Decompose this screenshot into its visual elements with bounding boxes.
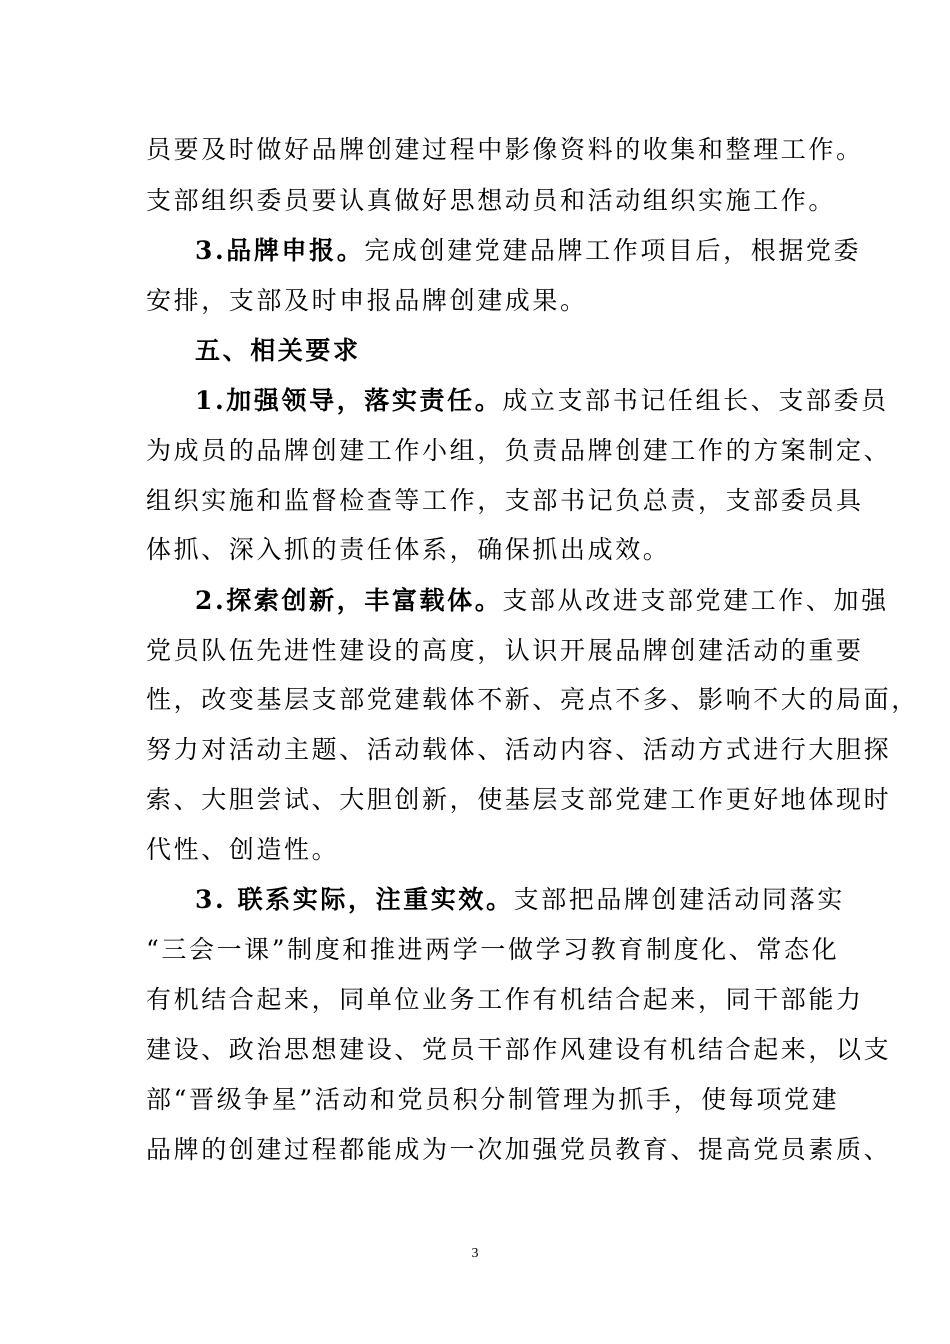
- paragraph-heading: 2.探索创新，丰富载体。: [195, 586, 503, 615]
- text-line: 性，改变基层支部党建载体不新、亮点不多、影响不大的局面，: [146, 685, 919, 714]
- text-line: 员要及时做好品牌创建过程中影像资料的收集和整理工作。: [146, 135, 864, 164]
- text-line: 品牌的创建过程都能成为一次加强党员教育、提高党员素质、: [146, 1135, 892, 1164]
- text-line: 体抓、深入抓的责任体系，确保抓出成效。: [146, 535, 671, 564]
- paragraph-heading: 3.品牌申报。: [195, 236, 365, 265]
- paragraph-heading: 3. 联系实际，注重实效。: [195, 885, 514, 914]
- paragraph-text: 成立支部书记任组长、支部委员: [502, 386, 889, 415]
- text-line: 支部组织委员要认真做好思想动员和活动组织实施工作。: [146, 186, 837, 215]
- paragraph-text: 完成创建党建品牌工作项目后，根据党委: [364, 236, 862, 265]
- text-line: 有机结合起来，同单位业务工作有机结合起来，同干部能力: [146, 985, 864, 1014]
- text-line: 组织实施和监督检查等工作，支部书记负总责，支部委员具: [146, 486, 864, 515]
- text-line: 建设、政治思想建设、党员干部作风建设有机结合起来，以支: [146, 1035, 892, 1064]
- paragraph-line: [195, 384, 889, 418]
- text-line: “三会一课”制度和推进两学一做学习教育制度化、常态化: [146, 935, 840, 964]
- page-number: 3: [471, 1246, 479, 1261]
- text-line: 索、大胆尝试、大胆创新，使基层支部党建工作更好地体现时: [146, 785, 892, 814]
- paragraph-line: [195, 584, 889, 618]
- paragraph-text: 支部把品牌创建活动同落实: [513, 885, 845, 914]
- paragraph-line: [195, 234, 861, 268]
- text-line: 部“晋级争星”活动和党员积分制管理为抓手，使每项党建: [146, 1085, 840, 1114]
- text-line: 代性、创造性。: [146, 835, 340, 864]
- paragraph-heading: 1.加强领导，落实责任。: [195, 386, 503, 415]
- section-heading: 五、相关要求: [195, 336, 361, 365]
- text-line: 党员队伍先进性建设的高度，认识开展品牌创建活动的重要: [146, 636, 864, 665]
- text-line: 安排，支部及时申报品牌创建成果。: [146, 286, 588, 315]
- paragraph-text: 支部从改进支部党建工作、加强: [502, 586, 889, 615]
- text-line: 努力对活动主题、活动载体、活动内容、活动方式进行大胆探: [146, 735, 892, 764]
- text-line: 为成员的品牌创建工作小组，负责品牌创建工作的方案制定、: [146, 436, 892, 465]
- paragraph-line: [195, 883, 845, 917]
